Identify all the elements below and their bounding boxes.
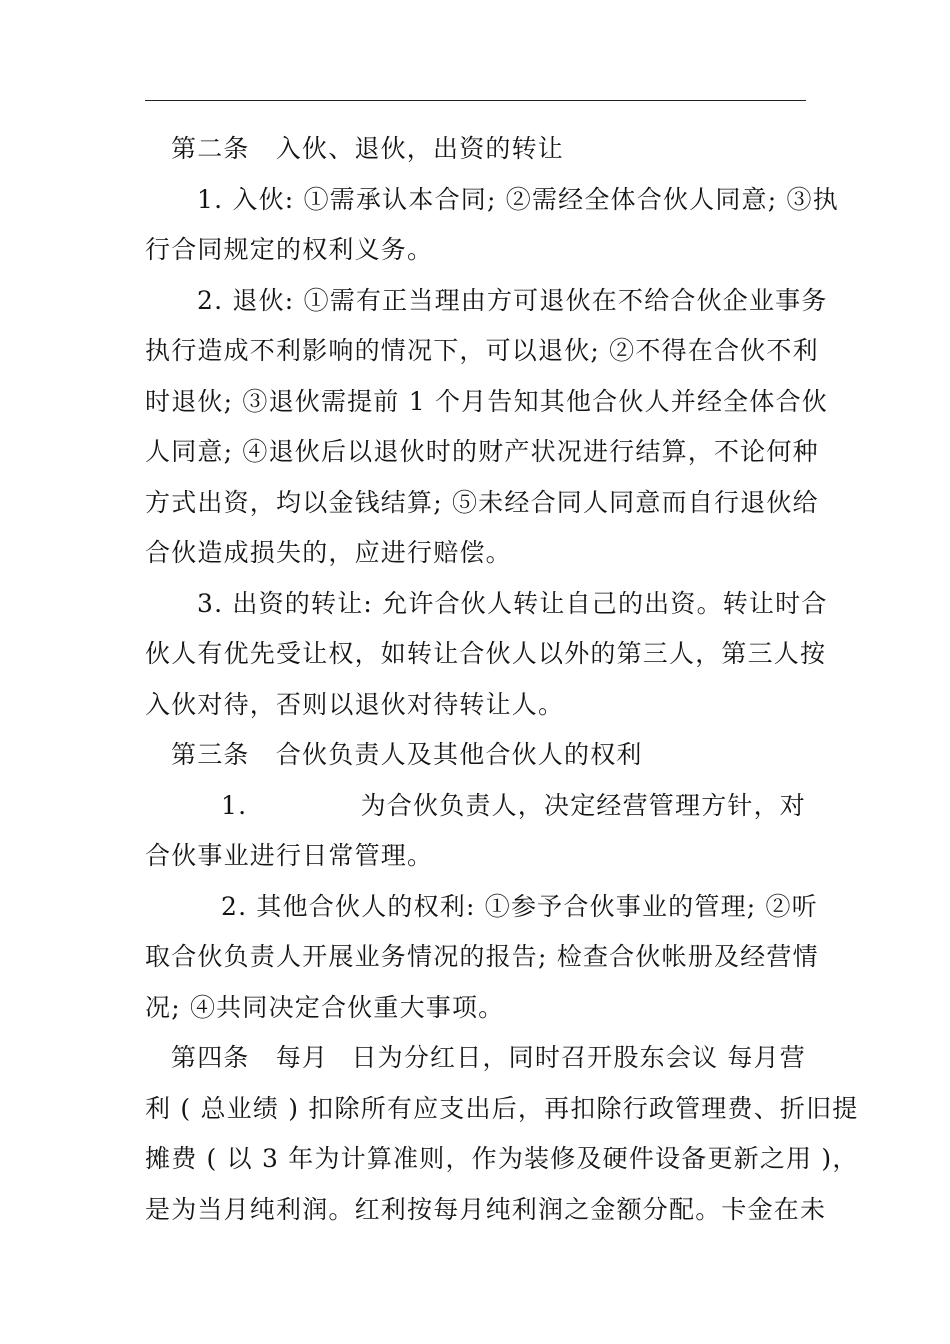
article-2-item-3-line-2: 伙人有优先受让权，如转让合伙人以外的第三人，第三人按 (145, 639, 827, 668)
article-3-item-1-line-2: 合伙事业进行日常管理。 (145, 841, 434, 870)
article-3-item-2-line-1: 2. 其他合伙人的权利: ①参予合伙事业的管理; ②听 (221, 891, 818, 921)
article-4-line-1-rest: 日为分红日，同时召开股东会议 每月营 (351, 1043, 806, 1072)
article-2-heading: 第二条 入伙、退伙，出资的转让 (171, 134, 565, 163)
article-4-line-4: 是为当月纯利润。红利按每月纯利润之金额分配。卡金在未 (145, 1194, 827, 1224)
article-3-heading: 第三条 合伙负责人及其他合伙人的权利 (171, 740, 643, 769)
article-2-item-1-line-2: 行合同规定的权利义务。 (145, 235, 434, 264)
article-3-item-1-line-1 (145, 781, 806, 832)
header-rule (145, 100, 806, 101)
article-4-line-1 (145, 1033, 806, 1084)
article-2-item-2-line-3: 时退伙; ③退伙需提前 1 个月告知其他合伙人并经全体合伙 (145, 386, 828, 416)
article-2-item-2-line-4: 人同意; ④退伙后以退伙时的财产状况进行结算，不论何种 (145, 437, 819, 466)
document-body (145, 124, 859, 1235)
article-2-item-2-line-1: 2. 退伙: ①需有正当理由方可退伙在不给合伙企业事务 (197, 285, 828, 315)
article-2-item-2-line-6: 合伙造成损失的，应进行赔偿。 (145, 538, 512, 567)
article-4-line-3: 摊费 ( 以 3 年为计算准则，作为装修及硬件设备更新之用 )， (145, 1144, 859, 1173)
article-2-item-3-line-3: 入伙对待，否则以退伙对待转让人。 (145, 689, 565, 719)
article-4-line-2: 利 ( 总业绩 ) 扣除所有应支出后，再扣除行政管理费、折旧提 (145, 1093, 859, 1123)
article-4-heading-part: 第四条 每月 (171, 1043, 329, 1072)
article-2-item-2-line-5: 方式出资，均以金钱结算; ⑤未经合同人同意而自行退伙给 (145, 487, 819, 517)
article-3-item-2-line-2: 取合伙负责人开展业务情况的报告; 检查合伙帐册及经营情 (145, 942, 819, 971)
article-3-item-2-line-3: 况; ④共同决定合伙重大事项。 (145, 992, 505, 1022)
article-2-item-1-line-1: 1. 入伙: ①需承认本合同; ②需经全体合伙人同意; ③执 (197, 184, 839, 214)
article-3-item-1-text: 为合伙负责人，决定经营管理方针，对 (360, 790, 806, 820)
article-2-item-2-line-2: 执行造成不利影响的情况下，可以退伙; ②不得在合伙不利 (145, 336, 819, 365)
article-2-item-3-line-1: 3. 出资的转让: 允许合伙人转让自己的出资。转让时合 (197, 588, 828, 618)
article-3-item-1-number: 1. (221, 790, 248, 820)
